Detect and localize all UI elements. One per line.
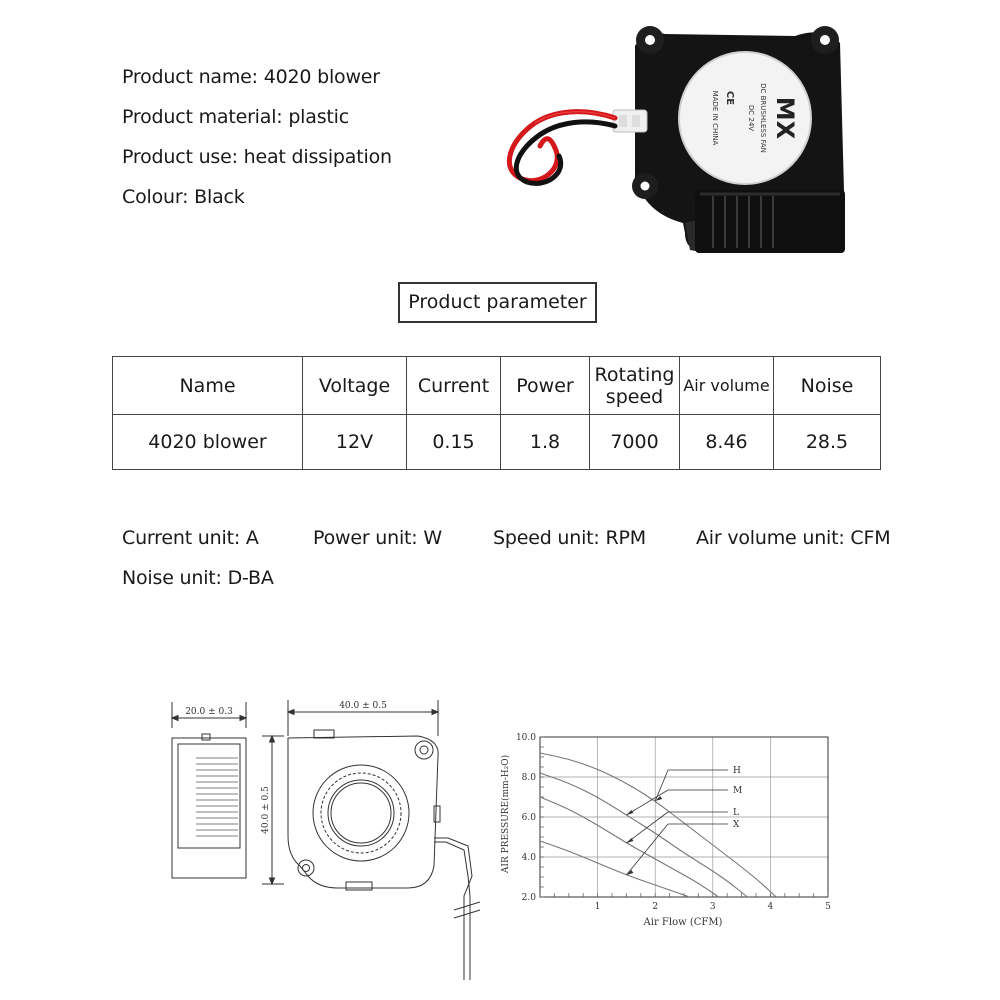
air-pressure-chart xyxy=(490,715,850,935)
side-view-drawing xyxy=(160,698,260,888)
product-name: Product name: 4020 blower xyxy=(122,66,380,88)
front-width-dimension-label: 40.0 ± 0.5 xyxy=(339,701,387,711)
legend-label-m: M xyxy=(733,786,743,796)
y-tick-label: 2.0 xyxy=(521,893,536,903)
chart-y-axis-label: AIR PRESSURE(mm-H₂O) xyxy=(501,754,511,874)
cell-current: 0.15 xyxy=(407,415,501,470)
fan-brand: MX xyxy=(771,96,799,140)
cell-power: 1.8 xyxy=(501,415,590,470)
product-colour: Colour: Black xyxy=(122,186,245,208)
x-tick-label: 5 xyxy=(825,902,831,912)
chart-ticks xyxy=(516,733,831,912)
table-row xyxy=(113,415,881,470)
table-header-row xyxy=(113,357,881,415)
fan-label-line1: DC BRUSHLESS FAN xyxy=(759,83,767,153)
legend-label-h: H xyxy=(733,766,741,776)
front-height-dimension-label: 40.0 ± 0.5 xyxy=(261,786,271,834)
x-tick-label: 3 xyxy=(709,902,716,912)
y-tick-label: 8.0 xyxy=(521,773,536,783)
cell-air-volume: 8.46 xyxy=(680,415,774,470)
unit-power: Power unit: W xyxy=(313,527,442,549)
chart-legend xyxy=(626,766,742,875)
legend-leader xyxy=(626,790,668,815)
x-tick-label: 2 xyxy=(652,902,659,912)
unit-air-volume: Air volume unit: CFM xyxy=(696,527,891,549)
y-tick-label: 10.0 xyxy=(515,733,536,743)
legend-arrow xyxy=(626,810,633,815)
header-name: Name xyxy=(113,357,303,415)
blower-fan-photo xyxy=(495,18,855,258)
side-dimension-label: 20.0 ± 0.3 xyxy=(185,707,233,717)
cell-noise: 28.5 xyxy=(774,415,881,470)
y-tick-label: 6.0 xyxy=(521,813,536,823)
fan-label-ce: CE xyxy=(724,90,735,106)
wire-black xyxy=(516,122,615,184)
cell-rotating-speed: 7000 xyxy=(590,415,680,470)
x-tick-label: 4 xyxy=(767,902,774,912)
header-power: Power xyxy=(501,357,590,415)
y-tick-label: 4.0 xyxy=(521,853,536,863)
header-air-volume: Air volume xyxy=(680,357,774,415)
series-line-m xyxy=(540,773,747,897)
legend-leader xyxy=(626,824,668,875)
header-voltage: Voltage xyxy=(303,357,407,415)
cell-voltage: 12V xyxy=(303,415,407,470)
chart-x-axis-label: Air Flow (CFM) xyxy=(643,917,723,928)
fan-outlet xyxy=(695,190,845,253)
header-current: Current xyxy=(407,357,501,415)
wire-connector xyxy=(613,110,647,132)
fan-label-line2: DC 24V xyxy=(747,104,755,132)
front-view-drawing xyxy=(258,696,488,980)
product-parameter-title: Product parameter xyxy=(398,282,597,323)
legend-label-x: X xyxy=(733,820,740,830)
unit-noise: Noise unit: D-BA xyxy=(122,567,274,589)
header-rotating-speed: Rotating speed xyxy=(590,357,680,415)
cell-name: 4020 blower xyxy=(113,415,303,470)
product-material: Product material: plastic xyxy=(122,106,349,128)
legend-label-l: L xyxy=(733,808,739,818)
series-line-x xyxy=(540,841,690,897)
product-use: Product use: heat dissipation xyxy=(122,146,392,168)
fan-label-line3: MADE IN CHINA xyxy=(711,90,719,146)
unit-current: Current unit: A xyxy=(122,527,259,549)
spec-table xyxy=(112,356,881,470)
x-tick-label: 1 xyxy=(594,902,601,912)
unit-speed: Speed unit: RPM xyxy=(493,527,646,549)
header-noise: Noise xyxy=(774,357,881,415)
